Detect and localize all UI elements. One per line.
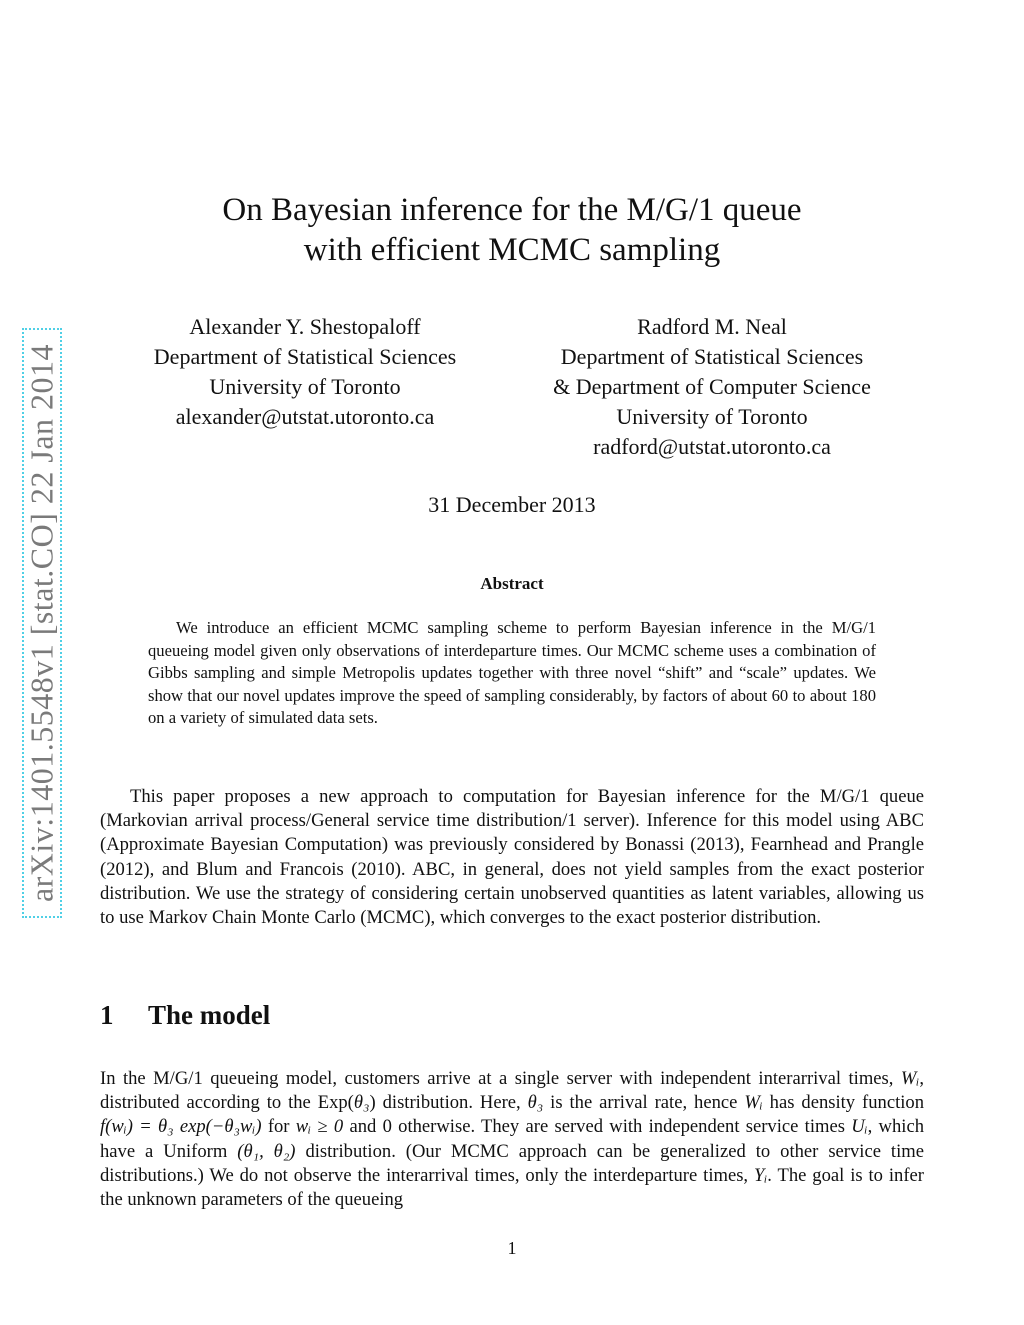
math-w-i: Wᵢ [900,1068,920,1089]
text-run: , which have a Uniform [100,1116,924,1162]
math-u-i: Uᵢ [851,1116,868,1138]
paper-title [100,190,924,270]
text-run: is the arrival rate, hence [543,1092,745,1114]
text-run: ) distribution. Here, [369,1092,528,1114]
math-condition: wᵢ ≥ 0 [295,1116,344,1138]
math-density-function: f(wᵢ) = θ₃ exp(−θ₃wᵢ) [100,1116,262,1138]
author-name: Alexander Y. Shestopaloff [189,314,421,339]
author-affiliation: University of Toronto [209,374,401,399]
author-email: alexander@utstat.utoronto.ca [175,404,435,429]
author-affiliation: & Department of Computer Science [553,374,871,399]
abstract-body: We introduce an efficient MCMC sampling scheme to perform Bayesian inference in the M/G/1 queueing model given only observations of interdeparture times. Our MCMC scheme uses a combination of Gibbs sampling and simple Metropolis updates together with three novel “shift” and “scale” updates. We show that our novel updates improve the speed of sampling considerably, by factors of about 60 to about 180 on a variety of simulated data sets. [148,618,876,728]
title-line-2: with efficient MCMC sampling [303,232,721,268]
math-uniform-params: (θ₁, θ₂) [237,1140,296,1162]
text-run: , distributed according to the Exp( [100,1068,924,1114]
arxiv-stamp: arXiv:1401.5548v1 [stat.CO] 22 Jan 2014 [23,343,60,903]
author-affiliation: Department of Statistical Sciences [153,344,457,369]
section-heading [100,1000,924,1031]
text-run: and 0 otherwise. They are served with independent service times [343,1116,852,1138]
math-theta-3: θ₃ [353,1092,370,1114]
math-y-i: Yᵢ [753,1164,768,1186]
author-affiliation: Department of Statistical Sciences [560,344,864,369]
math-w-i: Wᵢ [744,1092,763,1114]
text-run: for [261,1116,296,1138]
text-run: . The goal is to infer the unknown parameters of the queueing [100,1164,924,1211]
author-block-2 [512,312,912,462]
author-name: Radford M. Neal [637,314,787,339]
section-number: 1 [100,1000,114,1030]
title-line-1: On Bayesian inference for the M/G/1 queue [222,192,802,228]
author-affiliation: University of Toronto [616,404,808,429]
paper-date: 31 December 2013 [428,492,596,517]
author-block-1 [105,312,505,432]
text-run: In the M/G/1 queueing model, customers arrive at a single server with independent interarrival times, [100,1068,901,1089]
author-email: radford@utstat.utoronto.ca [593,434,831,459]
model-paragraph [100,1067,924,1212]
section-title: The model [148,1000,271,1030]
intro-paragraph: This paper proposes a new approach to computation for Bayesian inference for the M/G/1 queue (Markovian arrival process/General service time distribution/1 server). Inference for this model using ABC (Approximate Bayesian Computation) was previously considered by Bonassi (2013), Fearnhead and Prangle (2012), and Blum and Francois (2010). ABC, in general, does not yield samples from the exact posterior distribution. We use the strategy of considering certain unobserved quantities as latent variables, allowing us to use Markov Chain Monte Carlo (MCMC), which converges to the exact posterior distribution. [100,786,924,929]
page-number: 1 [507,1238,517,1258]
text-run: distribution. (Our MCMC approach can be generalized to other service time distributions.) We do not observe the interarrival times, only the interdeparture times, [100,1140,924,1186]
math-theta-3: θ₃ [527,1092,544,1114]
text-run: has density function [762,1092,924,1114]
abstract-heading: Abstract [480,574,544,593]
